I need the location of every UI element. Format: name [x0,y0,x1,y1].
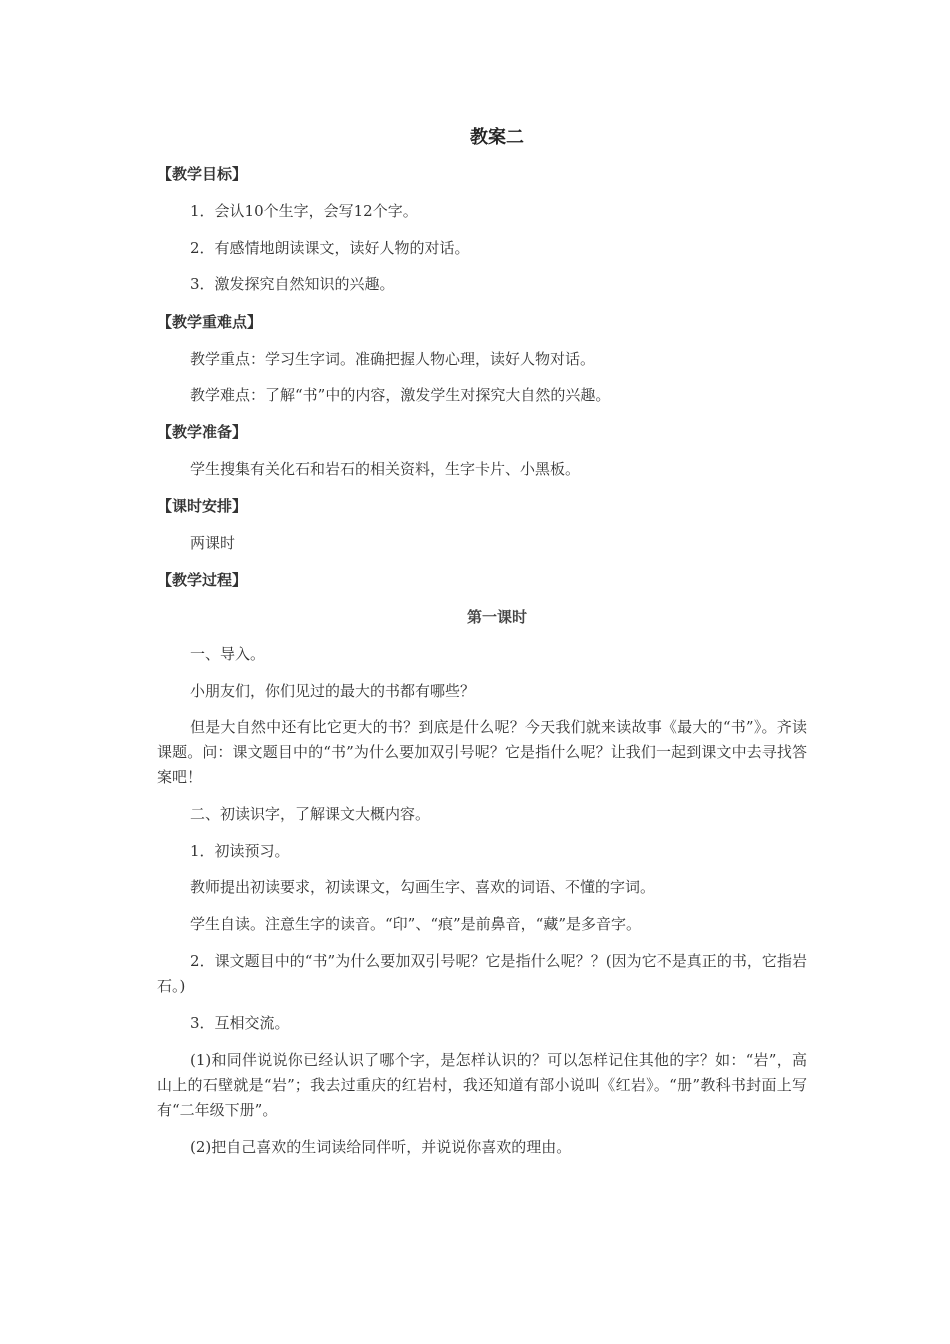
process-paragraph: 但是大自然中还有比它更大的书？到底是什么呢？今天我们就来读故事《最大的“书”》。齐读课题。问：课文题目中的“书”为什么要加双引号呢？它是指什么呢？让我们一起到课文中去寻找答案吧！ [157,718,807,786]
process-paragraph: (1)和同伴说说你已经认识了哪个字，是怎样认识的？可以怎样记住其他的字？如：“岩”，高山上的石壁就是“岩”；我去过重庆的红岩村，我还知道有部小说叫《红岩》。“册”教科书封面上写有“二年级下册”。 [157,1051,807,1119]
schedule-heading: 【课时安排】 [157,497,248,515]
process-paragraph: 2．课文题目中的“书”为什么要加双引号呢？它是指什么呢？？(因为它不是真正的书，它指岩石。) [157,952,807,995]
process-paragraph: 小朋友们，你们见过的最大的书都有哪些？ [190,682,476,700]
document-title: 教案二 [470,127,524,148]
goal-item-1: 1．会认10个生字，会写12个字。 [190,202,418,220]
process-paragraph: 二、初读识字，了解课文大概内容。 [190,805,431,823]
schedule-text: 两课时 [190,534,236,552]
key-point-difficulty: 教学难点：了解“书”中的内容，激发学生对探究大自然的兴趣。 [190,386,611,404]
key-points-heading: 【教学重难点】 [157,313,263,331]
process-paragraph: 1．初读预习。 [190,842,290,860]
preparation-text: 学生搜集有关化石和岩石的相关资料，生字卡片、小黑板。 [190,460,581,478]
process-paragraph: (2)把自己喜欢的生词读给同伴听，并说说你喜欢的理由。 [190,1138,572,1156]
preparation-heading: 【教学准备】 [157,423,248,441]
process-paragraph: 3．互相交流。 [190,1014,290,1032]
lesson-title: 第一课时 [466,608,527,626]
process-paragraph: 学生自读。注意生字的读音。“印”、“痕”是前鼻音，“藏”是多音字。 [190,915,642,933]
process-heading: 【教学过程】 [157,571,248,589]
goal-item-3: 3．激发探究自然知识的兴趣。 [190,275,395,293]
goal-item-2: 2．有感情地朗读课文，读好人物的对话。 [190,239,470,257]
key-point-focus: 教学重点：学习生字词。准确把握人物心理，读好人物对话。 [190,350,596,368]
process-paragraph: 教师提出初读要求，初读课文，勾画生字、喜欢的词语、不懂的字词。 [190,878,656,896]
goals-heading: 【教学目标】 [157,165,248,183]
process-paragraph: 一、导入。 [190,645,266,663]
